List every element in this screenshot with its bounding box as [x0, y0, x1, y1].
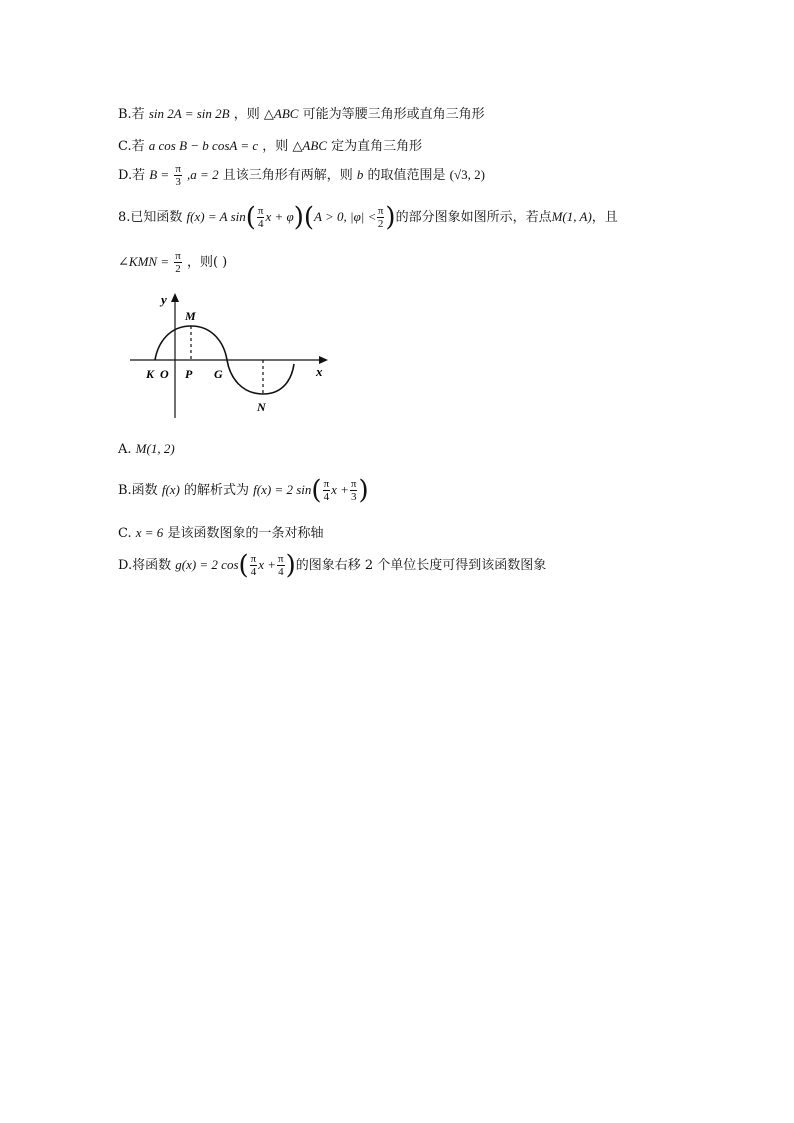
answer-d — [118, 550, 547, 581]
text: 的部分图象如图所示，若点 — [395, 210, 552, 225]
question-8-stem-2 — [118, 250, 227, 275]
denominator: 4 — [257, 218, 264, 230]
label-y: y — [161, 292, 167, 307]
option-d — [118, 163, 485, 188]
angle: ∠KMN = — [118, 254, 170, 269]
label-p: P — [185, 367, 193, 381]
equation: B = — [149, 167, 170, 182]
x-axis-arrow-icon — [319, 356, 328, 364]
numerator: π — [377, 205, 384, 217]
denominator: 3 — [175, 176, 181, 188]
fraction — [377, 205, 385, 230]
fraction — [174, 163, 182, 188]
equation: x + φ — [265, 209, 294, 224]
option-label: D.若 — [118, 168, 146, 183]
equation: x + — [331, 482, 349, 497]
option-label: C. — [118, 526, 132, 541]
option-c — [118, 135, 422, 154]
variable: b — [356, 167, 364, 182]
condition: A > 0, |φ| — [314, 209, 365, 224]
text: 的解析式为 — [184, 483, 250, 498]
option-label: D.将函数 — [118, 558, 172, 573]
text: 8.已知函数 — [118, 210, 183, 225]
text: 可能为等腰三角形或直角三角形 — [302, 107, 485, 122]
fraction — [250, 553, 258, 578]
fraction — [350, 478, 358, 503]
text: ，则( ) — [186, 255, 228, 270]
denominator: 4 — [250, 566, 257, 578]
paren-right-icon: ) — [385, 202, 396, 233]
less-than: < — [368, 209, 376, 224]
option-label: A. — [118, 442, 132, 457]
numerator: π — [175, 250, 181, 262]
answer-c — [118, 522, 323, 541]
fraction — [257, 205, 265, 230]
option-label: B.若 — [118, 107, 145, 122]
triangle: △ABC — [292, 138, 327, 153]
option-label: C.若 — [118, 139, 145, 154]
denominator: 2 — [175, 263, 181, 275]
fraction — [277, 553, 285, 578]
triangle: △ABC — [263, 106, 299, 121]
numerator: π — [175, 163, 181, 175]
option-label: B.函数 — [118, 483, 158, 498]
label-n: N — [257, 400, 266, 414]
y-axis-arrow-icon — [171, 293, 179, 302]
numerator: π — [278, 553, 284, 565]
text: 是该函数图象的一条对称轴 — [167, 526, 324, 541]
numerator: π — [257, 205, 264, 217]
equation: ,a = 2 — [187, 167, 219, 182]
fraction — [174, 250, 182, 275]
text: ，则 — [262, 139, 289, 154]
sine-graph — [128, 290, 338, 420]
paren-left-icon: ( — [311, 475, 322, 506]
denominator: 4 — [323, 491, 330, 503]
equation: x = 6 — [135, 525, 164, 540]
text: ，则 — [233, 107, 260, 122]
denominator: 4 — [278, 566, 284, 578]
numerator: π — [323, 478, 330, 490]
question-8-stem — [118, 202, 618, 233]
paren-left-icon: ( — [245, 202, 256, 233]
equation: g(x) = 2 cos — [175, 557, 239, 572]
paren-right-icon: ) — [285, 550, 296, 581]
paren-right-icon: ) — [293, 202, 304, 233]
text: 的取值范围是 — [367, 168, 446, 183]
denominator: 3 — [350, 491, 357, 503]
text: 且该三角形有两解，则 — [222, 168, 353, 183]
range: (√3, 2) — [449, 167, 485, 182]
fraction — [323, 478, 331, 503]
answer-a — [118, 441, 175, 457]
point: M(1, 2) — [135, 441, 175, 456]
option-b — [118, 103, 485, 122]
function: f(x) — [161, 482, 180, 497]
equation: f(x) = 2 sin — [253, 482, 312, 497]
label-m: M — [185, 309, 196, 323]
point: M(1, A) — [551, 209, 592, 224]
equation: a cos B − b cosA = c — [148, 138, 259, 153]
equation: f(x) = A sin — [186, 209, 246, 224]
label-o: O — [160, 367, 169, 381]
text: 定为直角三角形 — [331, 139, 423, 154]
equation: x + — [258, 557, 277, 572]
paren-left-icon: ( — [303, 202, 315, 233]
equation: sin 2A = sin 2B — [148, 106, 230, 121]
numerator: π — [350, 478, 357, 490]
denominator: 2 — [377, 218, 384, 230]
text: 的图象右移 2 个单位长度可得到该函数图象 — [295, 558, 547, 573]
label-g: G — [214, 367, 223, 381]
paren-left-icon: ( — [238, 550, 249, 581]
numerator: π — [250, 553, 257, 565]
text: ，且 — [591, 210, 618, 225]
answer-b — [118, 475, 369, 506]
paren-right-icon: ) — [358, 475, 369, 506]
label-x: x — [316, 364, 323, 379]
label-k: K — [146, 367, 155, 381]
